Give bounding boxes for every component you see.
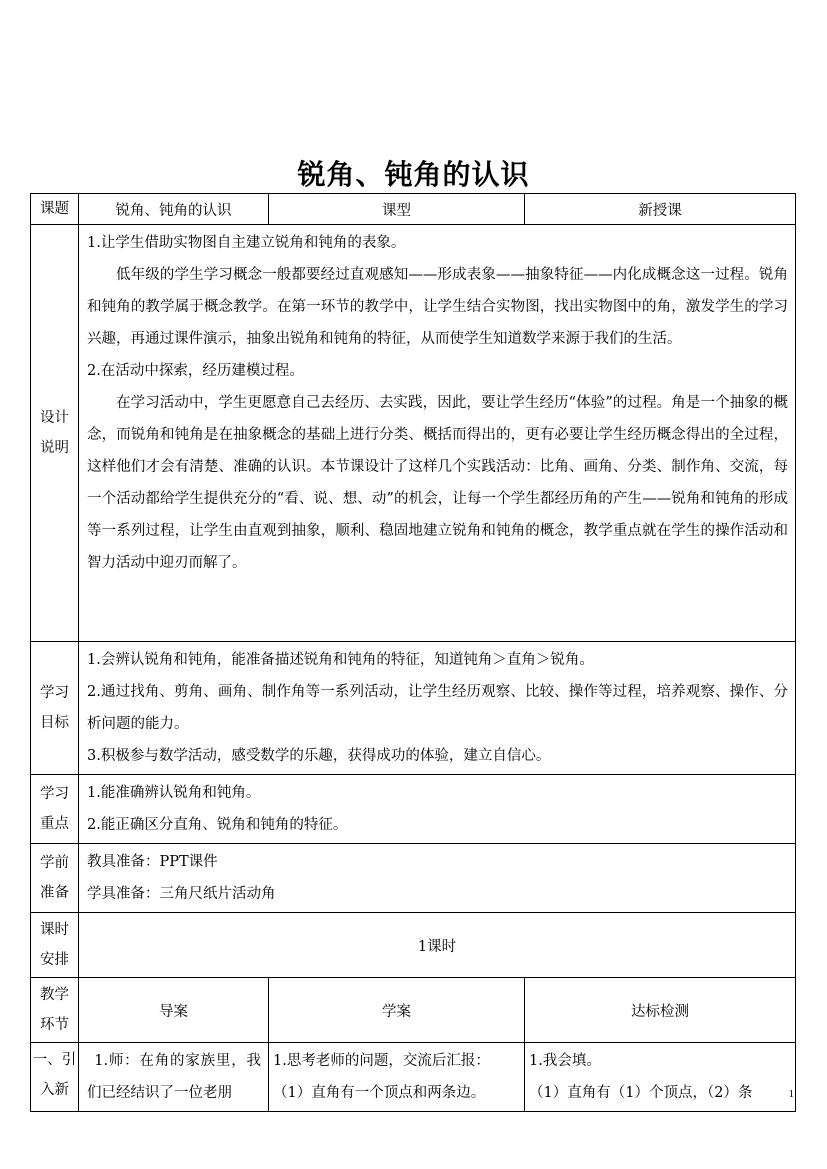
design-paragraph: 2.在活动中探索，经历建模过程。 bbox=[87, 363, 304, 379]
step-intro-guide: 1.师：在角的家族里，我们已经结识了一位老朋 bbox=[79, 1043, 269, 1112]
type-value: 新授课 bbox=[525, 194, 796, 225]
design-label: 设计 说明 bbox=[31, 225, 79, 642]
page-number: 1 bbox=[788, 1088, 794, 1100]
steps-label: 教学 环节 bbox=[31, 978, 79, 1043]
col-check-header: 达标检测 bbox=[525, 978, 796, 1043]
schedule-row bbox=[31, 913, 796, 978]
header-row bbox=[31, 194, 796, 225]
page-title: 锐角、钝角的认识 bbox=[297, 158, 530, 191]
prep-label: 学前 准备 bbox=[31, 844, 79, 913]
topic-value: 锐角、钝角的认识 bbox=[79, 194, 269, 225]
lesson-plan-table bbox=[30, 193, 796, 1112]
prep-row bbox=[31, 844, 796, 913]
goals-label: 学习 目标 bbox=[31, 642, 79, 775]
focus-item: 2.能正确区分直角、锐角和钝角的特征。 bbox=[87, 817, 348, 833]
col-study-header: 学案 bbox=[269, 978, 525, 1043]
goal-item: 2.通过找角、剪角、画角、制作角等一系列活动，让学生经历观察、比较、操作等过程，培养观察、操作、分析问题的能力。 bbox=[87, 684, 788, 732]
design-row bbox=[31, 225, 796, 642]
design-content bbox=[79, 225, 796, 642]
topic-label: 课题 bbox=[31, 194, 79, 225]
goal-item: 3.积极参与数学活动，感受数学的乐趣，获得成功的体验，建立自信心。 bbox=[87, 748, 551, 764]
step-intro-check: 1.我会填。 （1）直角有（1）个顶点，（2）条 bbox=[525, 1043, 796, 1112]
goals-row bbox=[31, 642, 796, 775]
prep-item: 学具准备：三角尺纸片活动角 bbox=[87, 886, 276, 902]
col-guide-header: 导案 bbox=[79, 978, 269, 1043]
step-intro-label: 一、引 入新 bbox=[31, 1043, 79, 1112]
schedule-label: 课时 安排 bbox=[31, 913, 79, 978]
design-paragraph: 1.让学生借助实物图自主建立锐角和钝角的表象。 bbox=[87, 235, 406, 251]
focus-row bbox=[31, 775, 796, 844]
type-label: 课型 bbox=[269, 194, 525, 225]
step-intro-study: 1.思考老师的问题，交流后汇报： （1）直角有一个顶点和两条边。 bbox=[269, 1043, 525, 1112]
design-paragraph: 在学习活动中，学生更愿意自己去经历、去实践，因此，要让学生经历“体验”的过程。角是一个抽象的概念，而锐角和钝角是在抽象概念的基础上进行分类、概括而得出的，更有必要让学生经历概念得出的全过程，这样他们才会有清楚、准确的认识。本节课设计了这样几个实践活动：比角、画角、分类、制作角、交流，每一个活动都给学生提供充分的“看、说、想、动”的机会，让每一个学生都经历角的产生——锐角和钝角的形成等一系列过程，让学生由直观到抽象，顺利、稳固地建立锐角和钝角的概念，教学重点就在学生的操作活动和智力活动中迎刃而解了。 bbox=[87, 395, 788, 571]
focus-content bbox=[79, 775, 796, 844]
prep-content bbox=[79, 844, 796, 913]
step-row-intro bbox=[31, 1043, 796, 1112]
schedule-value: 1课时 bbox=[79, 913, 796, 978]
steps-header-row bbox=[31, 978, 796, 1043]
focus-label: 学习 重点 bbox=[31, 775, 79, 844]
prep-item: 教具准备：PPT课件 bbox=[87, 854, 218, 870]
goal-item: 1.会辨认锐角和钝角，能准备描述锐角和钝角的特征，知道钝角＞直角＞锐角。 bbox=[87, 652, 594, 668]
design-paragraph: 低年级的学生学习概念一般都要经过直观感知——形成表象——抽象特征——内化成概念这一过程。锐角和钝角的教学属于概念教学。在第一环节的教学中，让学生结合实物图，找出实物图中的角，激发学生的学习兴趣，再通过课件演示，抽象出锐角和钝角的特征，从而使学生知道数学来源于我们的生活。 bbox=[87, 267, 788, 347]
focus-item: 1.能准确辨认锐角和钝角。 bbox=[87, 785, 261, 801]
goals-content bbox=[79, 642, 796, 775]
